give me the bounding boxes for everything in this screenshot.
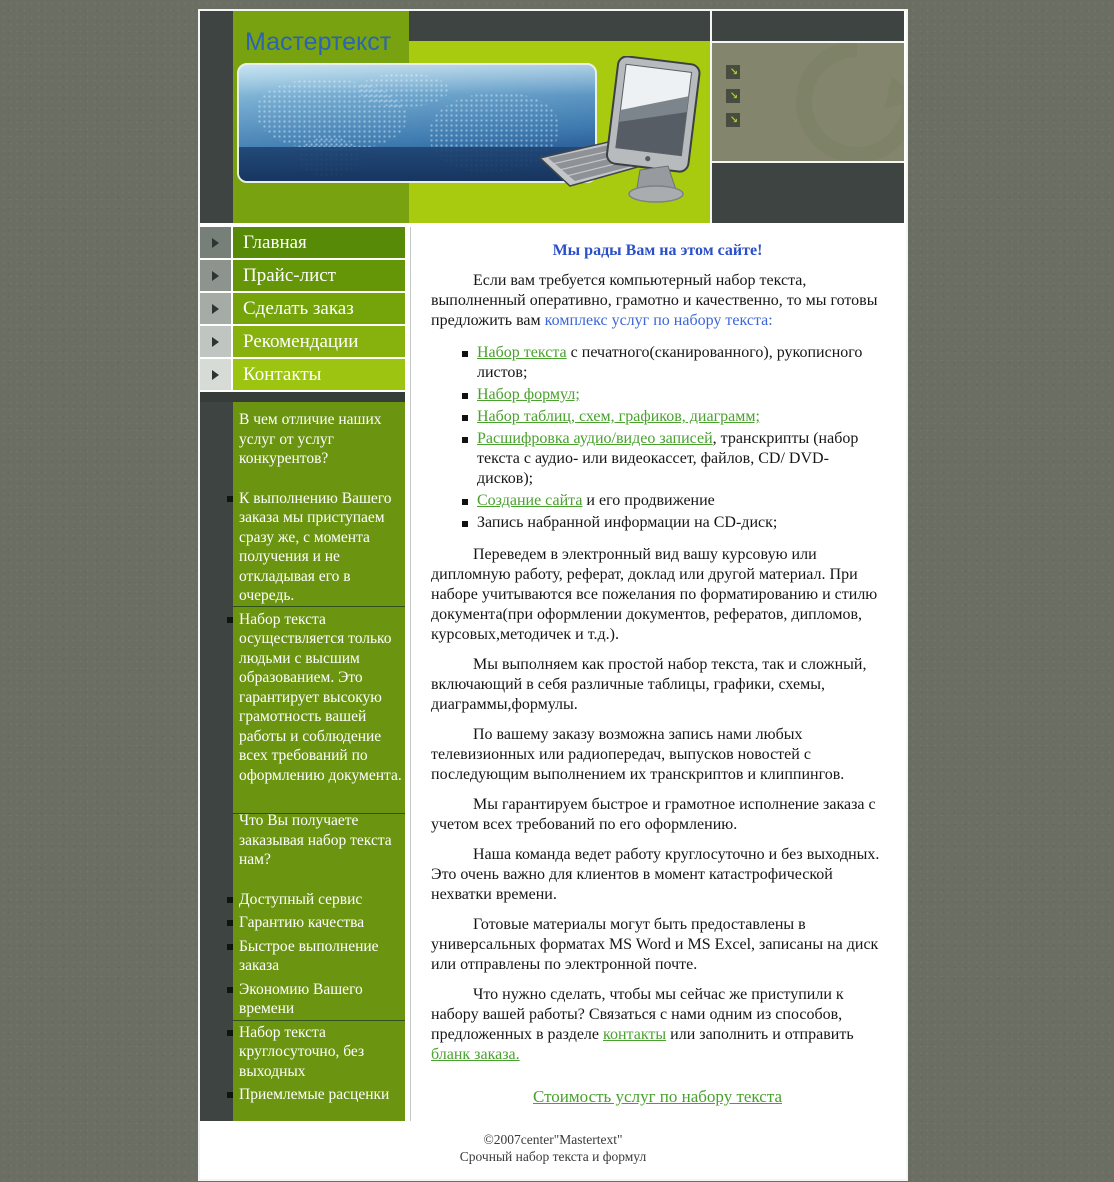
- service-cost-link[interactable]: Стоимость услуг по набору текста: [532, 1087, 783, 1106]
- sidebar-advantages-list: [239, 489, 402, 786]
- computer-monitor-icon: [538, 56, 710, 206]
- nav-item-order[interactable]: [200, 293, 405, 324]
- site-title: Мастертекст: [245, 28, 392, 56]
- nav-arrow-cell: [200, 227, 231, 258]
- intro-paragraph: [431, 271, 884, 331]
- nav-item-pricelist[interactable]: [200, 260, 405, 291]
- welcome-heading: Мы рады Вам на этом сайте!: [552, 242, 763, 259]
- list-item: К выполнению Вашего заказа мы приступаем сразу же, с момента получения и не откладывая его в очередь.: [239, 489, 402, 606]
- arrow-down-right-icon: →: [726, 64, 741, 79]
- sidebar-benefits-list: [239, 890, 402, 1105]
- header-side-panel: [710, 11, 904, 223]
- nav-label: Контакты: [233, 359, 405, 390]
- nav-arrow-cell: [200, 293, 231, 324]
- nav-arrow-cell: [200, 359, 231, 390]
- nav-item-home[interactable]: [200, 227, 405, 258]
- site-container: [198, 9, 908, 1181]
- paragraph-guarantee: Мы гарантируем быстрое и грамотное исполнение заказа с учетом всех требований по его оформлению.: [431, 796, 876, 833]
- list-item-text: и его продвижение: [582, 492, 715, 509]
- howto-text: или заполнить и отправить: [666, 1026, 854, 1043]
- side-panel-buttons: [726, 65, 740, 137]
- nav-item-contacts[interactable]: [200, 359, 405, 390]
- paragraph-roundtheclock: Наша команда ведет работу круглосуточно и без выходных. Это очень важно для клиентов в момент катастрофической нехватки времени.: [431, 846, 880, 903]
- list-item: Доступный сервис: [239, 890, 402, 910]
- paragraph-formats: Готовые материалы могут быть предоставлены в универсальных форматах MS Word и MS Excel, записаны на диск или отправлены по электронной почте.: [431, 916, 879, 973]
- list-item-text: , транскрипты (набор текста с аудио- или видеокассет, файлов, CD/ DVD-дисков);: [477, 430, 859, 487]
- nav-item-recommendations[interactable]: [200, 326, 405, 357]
- sidebar-panel: [233, 402, 405, 1121]
- list-item: Приемлемые расценки: [239, 1085, 402, 1105]
- page-body: [200, 223, 906, 1121]
- services-complex-link[interactable]: комплекс услуг по набору текста:: [544, 312, 773, 329]
- arrow-down-right-button[interactable]: [726, 113, 740, 127]
- contacts-link[interactable]: контакты: [603, 1026, 667, 1043]
- howto-text: Что нужно сделать, чтобы мы сейчас же приступили к набору вашей работы? Связаться с нами одним из способов, предложенных в разделе: [431, 986, 844, 1043]
- side-panel-graphic: [712, 43, 904, 163]
- paragraph-recording: По вашему заказу возможна запись нами любых телевизионных или радиопередач, выпусков новостей с последующим выполнением их транскриптов и клиппингов.: [431, 726, 845, 783]
- sidebar: [200, 402, 405, 1121]
- paragraph-complex-typing: Мы выполняем как простой набор текста, так и сложный, включающий в себя различные таблицы, графики, схемы, диаграммы,формулы.: [431, 656, 867, 713]
- nav-label: Рекомендации: [233, 326, 405, 357]
- side-panel-top-strip: [712, 11, 904, 43]
- list-item: Гарантию качества: [239, 913, 402, 933]
- side-panel-bottom-strip: [712, 163, 904, 223]
- website-creation-link[interactable]: Создание сайта: [477, 492, 583, 509]
- list-item: Экономию Вашего времени: [239, 980, 402, 1019]
- swirl-watermark-icon: [792, 43, 904, 163]
- footer-copyright: ©2007center"Mastertext": [483, 1131, 623, 1147]
- main-content: [410, 227, 906, 1121]
- list-item: Быстрое выполнение заказа: [239, 937, 402, 976]
- arrow-down-right-button[interactable]: [726, 89, 740, 103]
- list-item: [477, 343, 884, 383]
- left-column: [200, 227, 405, 1121]
- nav-end-strip: [200, 392, 405, 402]
- footer-tagline: Срочный набор текста и формул: [459, 1148, 647, 1164]
- arrow-down-right-icon: →: [726, 88, 741, 103]
- order-form-link[interactable]: бланк заказа.: [431, 1046, 520, 1063]
- sidebar-divider: [233, 606, 405, 607]
- list-item: Набор текста осуществляется только людьми с высшим образованием. Это гарантирует высокую грамотность вашей работы и соблюдение всех требований по оформлению документа.: [239, 610, 402, 784]
- triangle-right-icon: [212, 337, 219, 347]
- intro-text: Если вам требуется компьютерный набор текста, выполненный оперативно, грамотно и качественно, то мы готовы предложить вам: [431, 272, 878, 329]
- formulas-link[interactable]: Набор формул;: [477, 386, 580, 403]
- footer: [200, 1121, 906, 1179]
- text-typing-link[interactable]: Набор текста: [477, 344, 567, 361]
- nav-label: Сделать заказ: [233, 293, 405, 324]
- triangle-right-icon: [212, 271, 219, 281]
- nav-label: Прайс-лист: [233, 260, 405, 291]
- triangle-right-icon: [212, 238, 219, 248]
- header-left-gutter: [200, 11, 233, 223]
- sidebar-heading-benefits: Что Вы получаете заказывая набор текста нам?: [239, 812, 392, 868]
- triangle-right-icon: [212, 370, 219, 380]
- header-top-strip: [409, 11, 710, 41]
- services-list: [477, 343, 884, 533]
- tables-charts-link[interactable]: Набор таблиц, схем, графиков, диаграмм;: [477, 408, 760, 425]
- arrow-down-right-button[interactable]: [726, 65, 740, 79]
- header: [200, 11, 906, 223]
- paragraph-howto: [431, 985, 884, 1065]
- sidebar-divider: [233, 813, 405, 814]
- sidebar-heading-difference: В чем отличие наших услуг от услуг конкурентов?: [239, 411, 382, 467]
- nav-arrow-cell: [200, 260, 231, 291]
- paragraph-digitize: Переведем в электронный вид вашу курсовую или дипломную работу, реферат, доклад или другой материал. При наборе учитываются все пожелания по форматированию и стилю документа(при оформлении документов, рефератов, дипломов, курсовых,методичек и т.д.).: [431, 546, 878, 643]
- list-item: [477, 429, 884, 489]
- price-link-container: [431, 1087, 884, 1107]
- list-item: Запись набранной информации на CD-диск;: [477, 513, 884, 533]
- list-item: [477, 385, 884, 405]
- header-main: [233, 11, 710, 223]
- list-item: Набор текста круглосуточно, без выходных: [239, 1023, 402, 1082]
- sidebar-gutter: [200, 402, 233, 1121]
- nav-label: Главная: [233, 227, 405, 258]
- list-item-text: с печатного(сканированного), рукописного листов;: [477, 344, 863, 381]
- triangle-right-icon: [212, 304, 219, 314]
- nav-arrow-cell: [200, 326, 231, 357]
- transcription-link[interactable]: Расшифровка аудио/видео записей: [477, 430, 713, 447]
- arrow-down-right-icon: →: [726, 112, 741, 127]
- list-item: [477, 407, 884, 427]
- sidebar-divider: [233, 1020, 405, 1021]
- list-item: [477, 491, 884, 511]
